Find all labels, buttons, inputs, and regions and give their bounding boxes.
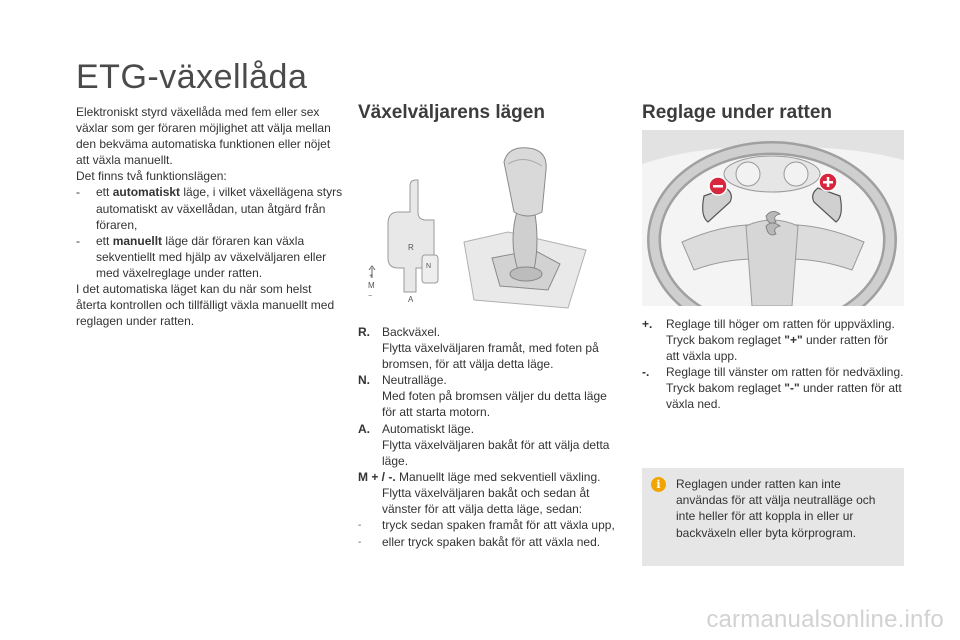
control-key-plus: +. [642,317,653,331]
automatic-mode-term: automatiskt [112,185,181,200]
bullet-icon [358,485,382,517]
list-item: Med foten på bromsen väljer du detta läge för att starta motorn. [358,388,623,420]
gear-lever [464,148,586,308]
manual-mode-term: manuellt [112,233,163,248]
list-item: N. Neutralläge. [358,373,447,388]
list-item: Tryck bakom reglaget "-" under ratten för att växla ned. [642,380,904,412]
gate-label-plus: + [369,273,374,280]
gate-label-r: R [408,243,414,252]
list-item: -. Reglage till vänster om ratten för nedväxling. [642,365,904,380]
list-item: M + / -. Manuellt läge med sekventiell växling. [358,469,601,484]
bullet-icon [358,388,382,420]
selector-modes-list [358,324,623,551]
intro-text [76,104,344,329]
info-icon: i [651,477,666,492]
mode-key-m: M + / -. [358,469,396,484]
intro-list-item-automatic: - ett automatiskt läge, i vilket växellägena styrs automatiskt av växellådan, utan åtgärd från föraren, [76,185,343,232]
minus-paddle-icon [709,177,727,195]
bullet-icon [642,380,666,412]
watermark: carmanualsonline.info [706,606,944,633]
intro-paragraph-override: I det automatiska läget kan du när som helst återta kontrollen och tillfälligt växla manuellt med reglagen under ratten. [76,282,335,329]
bullet-icon [642,332,666,364]
list-item: R. Backväxel. [358,325,441,339]
steering-wheel-illustration [642,130,904,306]
mode-key-n: N. [358,373,370,388]
gear-selector-illustration [358,140,620,312]
plus-paddle-icon [819,173,837,191]
list-item: Tryck bakom reglaget "+" under ratten för att växla upp. [642,332,904,364]
list-item: - tryck sedan spaken framåt för att växla upp, [358,517,623,534]
list-dash: - [76,185,80,200]
mode-key-r: R. [358,325,370,339]
info-note [642,468,904,566]
gate-label-m: M [368,281,375,290]
list-item: - eller tryck spaken bakåt för att växla ned. [358,534,623,551]
gate-diagram [368,180,438,304]
list-dash: - [76,233,80,248]
intro-list-item-manual: - ett manuellt läge där föraren kan växla sekventiellt med hjälp av växelväljaren eller med växelreglage under ratten. [76,233,327,280]
intro-modes-lead: Det finns två funktionslägen: [76,169,227,184]
mode-key-a: A. [358,421,370,436]
list-item: Flytta växelväljaren bakåt för att välja detta läge. [358,437,623,469]
gate-label-a: A [408,295,414,304]
bullet-icon [358,340,382,372]
list-item: Flytta växelväljaren framåt, med foten på bromsen, för att välja detta läge. [358,340,623,372]
intro-paragraph: Elektroniskt styrd växellåda med fem eller sex växlar som ger föraren möjlighet att välja mellan den bekväma automatiska funktionen eller nöjet att växla manuellt. [76,105,331,168]
gate-label-minus: − [368,293,373,300]
list-dash: - [358,537,362,549]
list-item: +. Reglage till höger om ratten för uppväxling. [642,317,895,331]
section-title-selector-modes: Växelväljarens lägen [358,102,545,123]
list-item: Flytta växelväljaren bakåt och sedan åt vänster för att välja detta läge, sedan: [358,485,623,517]
gate-label-n: N [426,263,432,270]
dashboard-cluster [724,156,820,192]
control-key-minus: -. [642,365,650,380]
page-title: ETG-växellåda [76,58,308,96]
bullet-icon [358,437,382,469]
info-text: Reglagen under ratten kan inte användas för att välja neutralläge och inte heller för att koppla in eller ur backväxeln eller byta körprogram. [676,477,876,540]
list-item: A. Automatiskt läge. [358,421,475,436]
section-title-steering-controls: Reglage under ratten [642,102,833,123]
list-dash: - [358,520,362,532]
steering-controls-list [642,316,904,413]
